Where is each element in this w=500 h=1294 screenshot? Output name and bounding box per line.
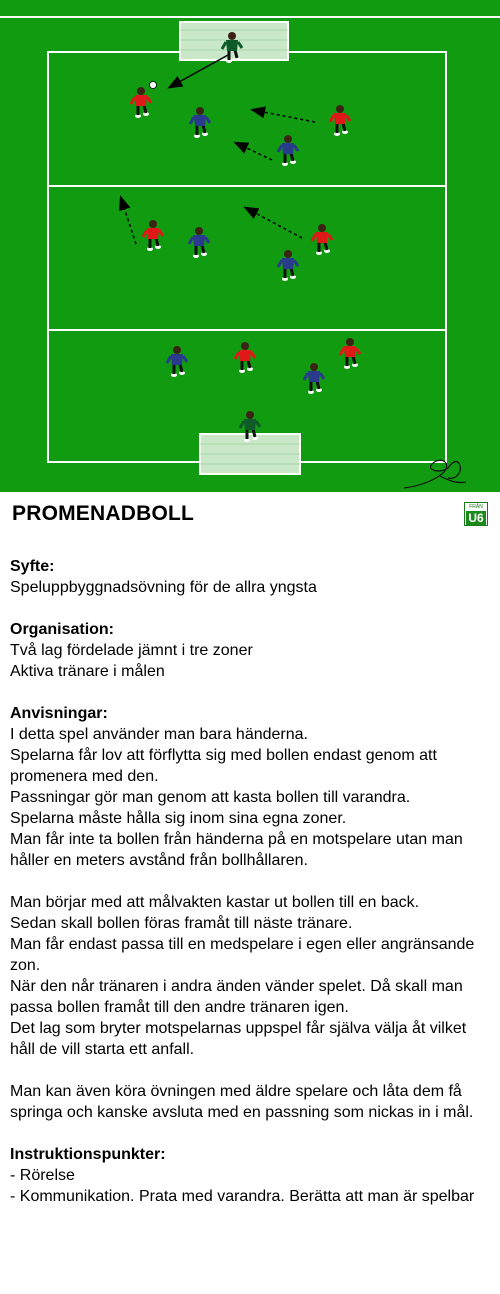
section-line: Man kan även köra övningen med äldre spelare och låta dem få springa och kanske avsluta med en passning som nickas in i mål. [10, 1083, 474, 1121]
pitch-diagram [0, 0, 500, 492]
section-line: Man får inte ta bollen från händerna på en motspelare utan man håller en meters avstånd från bollhållaren. [10, 831, 463, 869]
section-heading: Syfte: [10, 558, 55, 575]
page-header [12, 500, 488, 530]
section [10, 703, 494, 871]
section-line: Spelarna får lov att förflytta sig med bollen endast genom att promenera med den. [10, 747, 437, 785]
section-line: Speluppbyggnadsövning för de allra yngsta [10, 579, 317, 596]
section-line: Spelarna måste hålla sig inom sina egna zoner. [10, 810, 347, 827]
section-line: Passningar gör man genom att kasta bollen till varandra. [10, 789, 411, 806]
section-heading: Organisation: [10, 621, 115, 638]
section-line: I detta spel använder man bara händerna. [10, 726, 308, 743]
section-line: Man får endast passa till en medspelare i egen eller angränsande zon. [10, 936, 475, 974]
section [10, 556, 494, 598]
section [10, 619, 494, 682]
exercise-description [10, 556, 494, 1228]
section-line: Det lag som bryter motspelarnas uppspel får själva välja åt vilket håll de vill starta ett anfall. [10, 1020, 467, 1058]
section [10, 1081, 494, 1123]
section [10, 892, 494, 1060]
section-line: Aktiva tränare i målen [10, 663, 165, 680]
age-badge-prefix: FRÅN [469, 504, 483, 510]
page-title: PROMENADBOLL [12, 502, 195, 525]
section-line: Två lag fördelade jämnt i tre zoner [10, 642, 253, 659]
section-line: - Kommunikation. Prata med varandra. Berätta att man är spelbar [10, 1188, 475, 1205]
section-line: När den når tränaren i andra änden vänder spelet. Då skall man passa bollen framåt till den andre tränaren igen. [10, 978, 463, 1016]
section-line: - Rörelse [10, 1167, 75, 1184]
age-badge [464, 502, 488, 526]
section-heading: Instruktionspunkter: [10, 1146, 166, 1163]
section-line: Sedan skall bollen föras framåt till näste tränare. [10, 915, 353, 932]
section-heading: Anvisningar: [10, 705, 108, 722]
section [10, 1144, 494, 1207]
section-line: Man börjar med att målvakten kastar ut bollen till en back. [10, 894, 420, 911]
age-badge-label: U6 [466, 511, 486, 525]
